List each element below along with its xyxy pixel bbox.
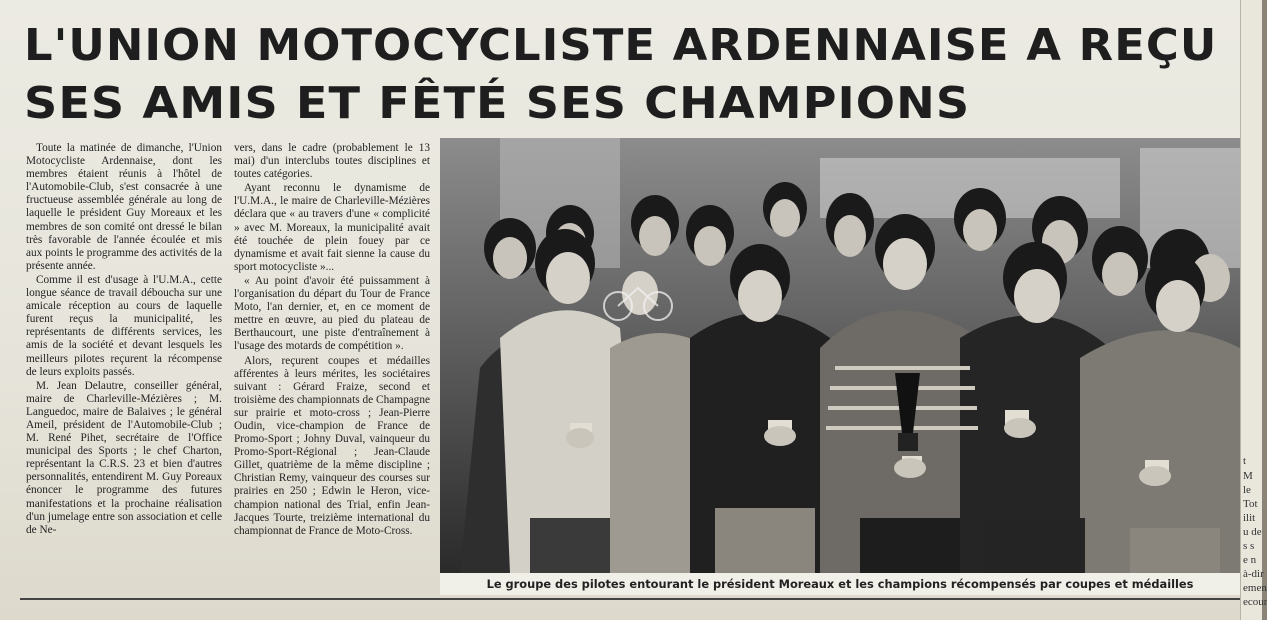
column1-paragraph-1: Toute la matinée de dimanche, l'Union Motocycliste Ardennaise, dont les membres étaient réunis à l'hôtel de l'Automobile-Club, s'est consacrée à une fructueuse assemblée générale au long de laquelle le président Guy Moreaux et les membres de son comité ont dressé le bilan très favorable de l'année écoulée et mis aux points le programme des activités de la présente année. [26, 142, 222, 272]
neighbor-fragment: ecour [1243, 596, 1267, 608]
neighbor-fragment: à-dir [1243, 568, 1264, 580]
neighbor-fragment: emen [1243, 582, 1267, 594]
group-photo [440, 138, 1240, 573]
neighbor-fragment: M [1243, 470, 1253, 482]
page-divider [20, 598, 1240, 600]
neighbor-fragment: u de [1243, 526, 1262, 538]
neighbor-fragment: Tot [1243, 498, 1258, 510]
article-column-2 [234, 142, 430, 539]
neighbor-fragment: e n [1243, 554, 1257, 566]
column1-paragraph-3: M. Jean Delautre, conseiller général, maire de Charleville-Mézières ; M. Languedoc, maire de Balaives ; le général Ameil, président de l'Automobile-Club ; M. René Pihet, secrétaire de l'Office municipal des Sports ; le chef Charton, représentant la C.R.S. 23 et bien d'autres personnalités, entendirent M. Guy Poreaux énoncer le programme des futures manifestations et la prochaine réalisation d'un jumelage entre son association et celle de Ne- [26, 379, 222, 536]
column2-paragraph-4: Alors, reçurent coupes et médailles afférentes à leurs mérites, les sociétaires suivant : Gérard Fraize, second et troisième des championnats de Champagne sur prairie et moto-cross ; Jean-Pierre Oudin, vice-champion de France de Promo-Sport ; Johny Duval, vainqueur du Promo-Sport-Régional ; Jean-Claude Gillet, quatrième de la même discipline ; Christian Remy, vainqueur des courses sur prairies en 250 ; Edwin le Heron, vice-champion national des Trial, enfin Jean-Jacques Tourte, treizième international du championnat de France de Moto-Cross. [234, 354, 430, 537]
neighbor-fragment: ilit [1243, 512, 1256, 524]
article-column-1 [26, 142, 222, 538]
neighbor-fragment: le [1243, 484, 1251, 496]
column1-paragraph-2: Comme il est d'usage à l'U.M.A., cette longue séance de travail déboucha sur une amicale réception au cours de laquelle furent reçus la municipalité, les représentants de différents services, les amis de la société et devant lesquels les meilleurs pilotes reçurent la récompense de leurs exploits passés. [26, 273, 222, 378]
group-photo-illustration [440, 138, 1240, 573]
neighbor-fragment: t [1243, 455, 1247, 467]
headline-line-1: L'UNION MOTOCYCLISTE ARDENNAISE A REÇU [24, 20, 1218, 71]
column2-paragraph-1: vers, dans le cadre (probablement le 13 mai) d'un interclubs toutes disciplines et toutes catégories. [234, 142, 430, 181]
neighbor-fragment: s s [1243, 540, 1255, 552]
watermark-logo-icon [598, 278, 678, 334]
headline-line-2: SES AMIS ET FÊTÉ SES CHAMPIONS [24, 78, 971, 129]
photo-caption: Le groupe des pilotes entourant le président Moreaux et les champions récompensés par coupes et médailles [440, 573, 1240, 595]
column2-paragraph-2: Ayant reconnu le dynamisme de l'U.M.A., le maire de Charleville-Mézières déclara que « au travers d'une « complicité » avec M. Moreaux, la municipalité avait été touchée de plein fouey par ce dynamisme et avait fait sienne la cause du sport motocycliste »... [234, 182, 430, 273]
column2-paragraph-3: « Au point d'avoir été puissamment à l'organisation du départ du Tour de France Moto, l'an dernier, et, en ce moment de mettre en œuvre, au pied du plateau de Berthaucourt, une piste d'entraînement à l'usage des motards de compétition ». [234, 274, 430, 353]
adjacent-article-fragment [1240, 0, 1267, 620]
